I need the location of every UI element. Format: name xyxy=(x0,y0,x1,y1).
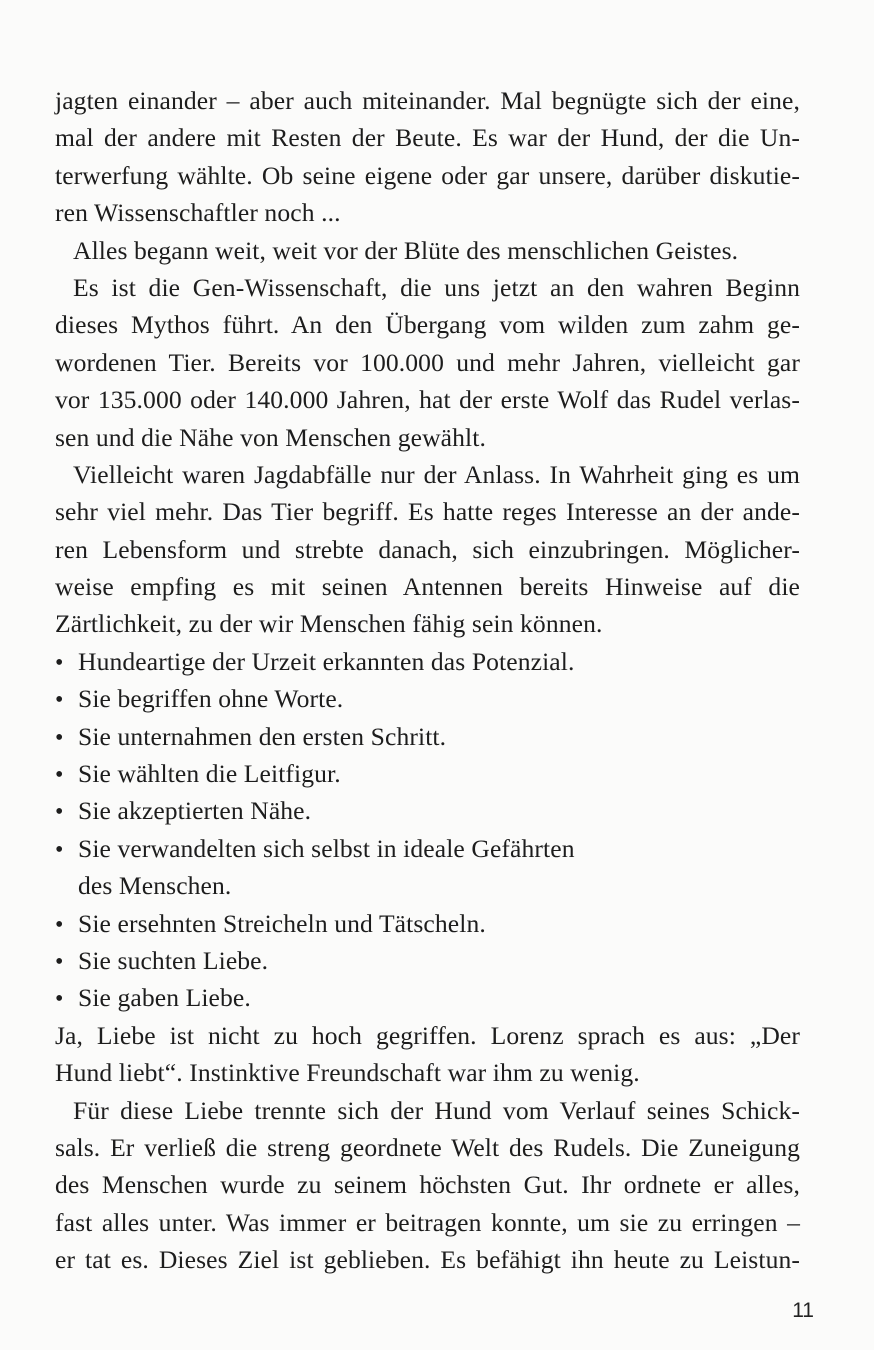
text-line: Alles begann weit, weit vor der Blüte des menschlichen Geistes. xyxy=(73,235,739,265)
text-line: jagten einander – aber auch miteinander. Mal begnügte sich der eine, xyxy=(55,86,800,115)
list-item xyxy=(55,792,800,829)
bullet-icon: • xyxy=(55,649,64,676)
text-line: weise empfing es mit seinen Antennen bereits Hinweise auf die xyxy=(55,572,800,602)
list-item xyxy=(55,905,800,942)
list-item-text: Hundeartige der Urzeit erkannten das Potenzial. xyxy=(78,646,575,676)
bullet-icon: • xyxy=(55,724,64,751)
page-body xyxy=(55,82,800,1279)
text-line: Ja, Liebe ist nicht zu hoch gegriffen. Lorenz sprach es aus: „Der xyxy=(55,1020,800,1050)
bullet-icon: • xyxy=(55,986,64,1013)
text-line: sen und die Nähe von Menschen gewählt. xyxy=(55,422,486,452)
bullet-icon: • xyxy=(55,687,64,714)
list-item-text: Sie suchten Liebe. xyxy=(78,945,269,975)
list-item xyxy=(55,643,800,680)
text-line: fast alles unter. Was immer er beitragen konnte, um sie zu erringen – xyxy=(55,1207,800,1237)
list-item xyxy=(55,680,800,717)
text-line: sals. Er verließ die streng geordnete Welt des Rudels. Die Zuneigung xyxy=(55,1132,800,1162)
list-item-text: Sie ersehnten Streicheln und Tätscheln. xyxy=(78,908,486,938)
list-item-text: Sie verwandelten sich selbst in ideale Gefährten xyxy=(78,833,575,863)
list-item-text: Sie akzeptierten Nähe. xyxy=(78,796,312,826)
list-item xyxy=(55,755,800,792)
bullet-icon: • xyxy=(55,762,64,789)
bullet-icon: • xyxy=(55,836,64,863)
text-line: sehr viel mehr. Das Tier begriff. Es hatte reges Interesse an der ande- xyxy=(55,497,800,527)
text-line: er tat es. Dieses Ziel ist geblieben. Es befähigt ihn heute zu Leistun- xyxy=(55,1245,800,1275)
list-item xyxy=(55,942,800,979)
text-line: dieses Mythos führt. An den Übergang vom wilden zum zahm ge- xyxy=(55,310,800,340)
text-line: Hund liebt“. Instinktive Freundschaft war ihm zu wenig. xyxy=(55,1058,640,1088)
text-line: Für diese Liebe trennte sich der Hund vom Verlauf seines Schick- xyxy=(73,1095,800,1125)
list-item xyxy=(55,979,800,1016)
text-line: des Menschen wurde zu seinem höchsten Gut. Ihr ordnete er alles, xyxy=(55,1170,800,1200)
text-line: wordenen Tier. Bereits vor 100.000 und mehr Jahren, vielleicht gar xyxy=(55,347,800,377)
list-item xyxy=(55,718,800,755)
text-line: mal der andere mit Resten der Beute. Es war der Hund, der die Un- xyxy=(55,123,800,153)
text-line: Zärtlichkeit, zu der wir Menschen fähig sein können. xyxy=(55,609,603,639)
bullet-icon: • xyxy=(55,799,64,826)
text-line: Vielleicht waren Jagdabfälle nur der Anlass. In Wahrheit ging es um xyxy=(73,459,800,489)
list-item-text: Sie gaben Liebe. xyxy=(78,983,251,1013)
text-line: Es ist die Gen-Wissenschaft, die uns jetzt an den wahren Beginn xyxy=(73,272,800,302)
bullet-icon: • xyxy=(55,948,64,975)
list-item-continuation: des Menschen. xyxy=(78,871,232,901)
text-line: terwerfung wählte. Ob seine eigene oder gar unsere, darüber diskutie- xyxy=(55,160,800,190)
text-line: ren Wissenschaftler noch ... xyxy=(55,198,341,228)
list-item xyxy=(55,830,800,867)
bullet-icon: • xyxy=(55,911,64,938)
list-item-text: Sie unternahmen den ersten Schritt. xyxy=(78,721,447,751)
page-number: 11 xyxy=(792,1299,814,1322)
text-line: ren Lebensform und strebte danach, sich einzubringen. Möglicher- xyxy=(55,534,800,564)
list-item-text: Sie wählten die Leitfigur. xyxy=(78,759,341,789)
list-item-text: Sie begriffen ohne Worte. xyxy=(78,684,344,714)
text-line: vor 135.000 oder 140.000 Jahren, hat der erste Wolf das Rudel verlas- xyxy=(55,385,800,415)
